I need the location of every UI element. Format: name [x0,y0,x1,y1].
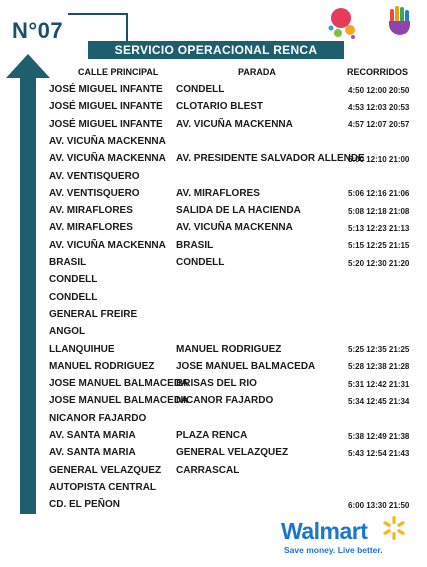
route-number: N°07 [12,18,64,43]
row-parada: CONDELL [176,257,225,268]
route-arrow-icon [6,54,50,514]
row-parada: CLOTARIO BLEST [176,101,264,113]
row-calle: AV. VICUÑA MACKENNA [49,239,166,251]
row-calle: AV. MIRAFLORES [49,205,133,217]
row-parada: AV. VICUÑA MACKENNA [176,222,293,234]
row-calle: CONDELL [49,291,98,303]
row-calle: ANGOL [49,326,86,338]
header-parada: PARADA [238,67,276,77]
row-parada: PLAZA RENCA [176,430,248,441]
row-calle: LLANQUIHUE [49,343,115,355]
row-calle: AV. VICUÑA MACKENNA [49,153,166,165]
hand-logo-icon [387,5,413,37]
row-calle: MANUEL RODRIGUEZ [49,360,155,372]
row-recorridos: 5:34 12:45 21:34 [348,396,410,406]
row-recorridos: 5:08 12:18 21:08 [348,206,410,216]
row-recorridos: 5:00 12:10 21:00 [348,154,410,164]
row-calle: AUTOPISTA CENTRAL [49,481,157,493]
row-parada: AV. MIRAFLORES [176,187,260,199]
row-parada: BRISAS DEL RIO [176,378,257,390]
row-calle: GENERAL FREIRE [49,308,138,320]
row-calle: JOSÉ MIGUEL INFANTE [49,118,163,130]
partner-logo-icon [328,6,358,40]
row-parada: MANUEL RODRIGUEZ [176,343,282,355]
row-calle: AV. VENTISQUERO [49,187,140,199]
row-calle: AV. VENTISQUERO [49,170,140,182]
walmart-slogan: Save money. Live better. [284,545,383,555]
row-parada: CONDELL [176,84,225,95]
row-parada: SALIDA DE LA HACIENDA [176,205,301,217]
row-recorridos: 6:00 13:30 21:50 [348,500,410,510]
bracket-line-vertical [126,13,128,41]
row-recorridos: 5:25 12:35 21:25 [348,345,410,354]
row-recorridos: 5:38 12:49 21:38 [348,431,410,441]
bracket-line-horizontal [68,13,128,15]
row-parada: CARRASCAL [176,464,240,476]
row-calle: JOSE MANUEL BALMACEDA [49,378,189,390]
row-recorridos: 5:20 12:30 21:20 [348,258,410,268]
row-recorridos: 4:57 12:07 20:57 [348,120,410,130]
row-parada: JOSE MANUEL BALMACEDA [176,360,316,372]
row-calle: GENERAL VELAZQUEZ [49,464,162,476]
row-calle: AV. MIRAFLORES [49,222,133,234]
row-recorridos: 4:50 12:00 20:50 [348,85,410,95]
walmart-spark-icon [380,514,408,542]
row-calle: CONDELL [49,274,98,286]
walmart-name: Walmart [281,518,368,544]
row-recorridos: 5:15 12:25 21:15 [348,241,410,251]
header-recorridos: RECORRIDOS [347,67,409,77]
row-calle: CD. EL PEÑON [49,499,120,511]
row-parada: GENERAL VELAZQUEZ [176,447,289,459]
row-parada: NICANOR FAJARDO [176,395,274,407]
row-recorridos: 5:43 12:54 21:43 [348,448,410,458]
banner-title: SERVICIO OPERACIONAL RENCA [88,41,344,59]
row-recorridos: 4:53 12:03 20:53 [348,102,410,112]
row-recorridos: 5:28 12:38 21:28 [348,362,410,372]
row-calle: BRASIL [49,257,87,268]
row-calle: JOSÉ MIGUEL INFANTE [49,101,163,113]
row-calle: NICANOR FAJARDO [49,412,147,424]
row-calle: JOSE MANUEL BALMACEDA [49,395,189,407]
row-recorridos: 5:13 12:23 21:13 [348,223,410,233]
walmart-logo [281,518,421,558]
row-parada: BRASIL [176,239,214,251]
row-calle: JOSÉ MIGUEL INFANTE [49,84,163,95]
row-calle: AV. VICUÑA MACKENNA [49,135,166,147]
row-parada: AV. VICUÑA MACKENNA [176,118,293,130]
row-recorridos: 5:31 12:42 21:31 [348,379,410,389]
header-calle-principal: CALLE PRINCIPAL [78,67,159,77]
row-calle: AV. SANTA MARIA [49,430,136,441]
row-parada: AV. PRESIDENTE SALVADOR ALLENDE [176,153,365,165]
row-calle: AV. SANTA MARIA [49,447,136,459]
row-recorridos: 5:06 12:16 21:06 [348,189,410,199]
